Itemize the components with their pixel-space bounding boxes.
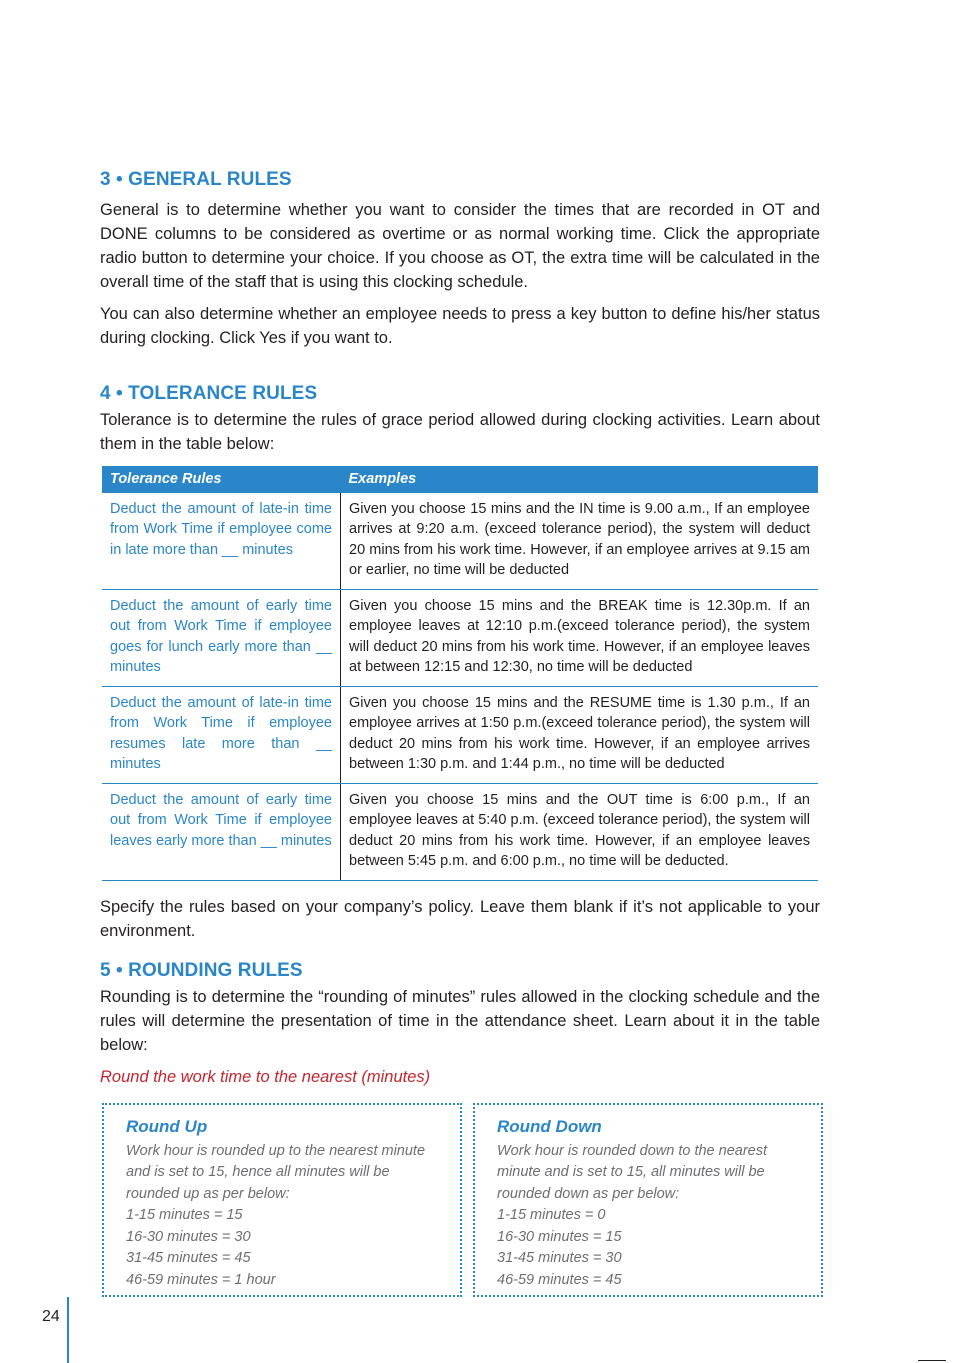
general-rules-paragraph-2: You can also determine whether an employee needs to press a key button to define his/her status during clocking. Click Yes if you want to. (100, 305, 820, 347)
round-up-line: 46-59 minutes = 1 hour (126, 1272, 276, 1289)
tolerance-rules-intro: Tolerance is to determine the rules of grace period allowed during clocking activities. Learn about them in the table below: (100, 411, 820, 453)
rule-cell: Deduct the amount of early time out from Work Time if employee goes for lunch early more than __ minutes (102, 589, 341, 686)
example-cell: Given you choose 15 mins and the BREAK time is 12.30p.m. If an employee leaves at 12:10 p.m.(exceed tolerance period), the system will deduct 20 mins from his work time. However, if an employee leaves at between 12:15 and 12:30, no time will be deducted (341, 589, 819, 686)
example-cell: Given you choose 15 mins and the RESUME time is 1.30 p.m., If an employee arrives at 1:50 p.m.(exceed tolerance period), the system will deduct 20 mins from his work time. However, if an employee arrives between 1:30 p.m. and 1:44 p.m., no time will be deducted (341, 686, 819, 783)
rounding-boxes (100, 1103, 820, 1303)
general-rules-paragraph-1: General is to determine whether you want to consider the times that are recorded in OT and DONE columns to be considered as overtime or as normal working time. Click the appropriate radio button to determine your choice. If you choose as OT, the extra time will be calculated in the overall time of the staff that is using this clocking schedule. (100, 201, 820, 291)
rule-cell: Deduct the amount of early time out from Work Time if employee leaves early more than __ minutes (102, 783, 341, 880)
table-row (102, 686, 818, 783)
example-cell: Given you choose 15 mins and the IN time is 9.00 a.m., If an employee arrives at 9:20 a.m. (exceed tolerance period), the system will deduct 20 mins from his work time. However, if an employee arrives at 9.15 am or earlier, no time will be deducted (341, 493, 819, 590)
rule-cell: Deduct the amount of late-in time from Work Time if employee come in late more than __ minutes (102, 493, 341, 590)
column-header-examples: Examples (341, 466, 819, 493)
round-down-line: 1-15 minutes = 0 (497, 1207, 606, 1224)
tolerance-rules-heading: 4 • TOLERANCE RULES (100, 383, 318, 404)
round-down-line: 46-59 minutes = 45 (497, 1272, 622, 1289)
tolerance-rules-table (102, 466, 818, 881)
round-up-title: Round Up (126, 1116, 208, 1136)
round-down-title: Round Down (497, 1116, 602, 1136)
corner-rule (918, 1360, 946, 1361)
general-rules-heading: 3 • GENERAL RULES (100, 169, 292, 190)
round-up-line: 1-15 minutes = 15 (126, 1207, 243, 1224)
table-row (102, 589, 818, 686)
round-up-line: 16-30 minutes = 30 (126, 1228, 251, 1245)
page-content (100, 166, 820, 1303)
rounding-rules-heading: 5 • ROUNDING RULES (100, 959, 303, 981)
round-down-line: 16-30 minutes = 15 (497, 1228, 622, 1245)
round-up-box (102, 1103, 462, 1297)
page-number: 24 (42, 1308, 60, 1325)
round-up-line: 31-45 minutes = 45 (126, 1250, 251, 1267)
rounding-rules-intro: Rounding is to determine the “rounding of minutes” rules allowed in the clocking schedule and the rules will determine the presentation of time in the attendance sheet. Learn about it in the table below: (100, 987, 820, 1054)
page-margin-bar (67, 1297, 69, 1363)
column-header-tolerance-rules: Tolerance Rules (102, 466, 341, 493)
table-row (102, 783, 818, 880)
round-down-box (473, 1103, 823, 1297)
table-header-row (102, 466, 818, 493)
tolerance-rules-note: Specify the rules based on your company’s policy. Leave them blank if it’s not applicable to your environment. (100, 897, 820, 940)
rounding-subtitle: Round the work time to the nearest (minutes) (100, 1067, 431, 1086)
round-down-description: Work hour is rounded down to the nearest minute and is set to 15, all minutes will be rounded down as per below: (497, 1142, 768, 1202)
table-row (102, 493, 818, 590)
example-cell: Given you choose 15 mins and the OUT time is 6:00 p.m., If an employee leaves at 5:40 p.m. (exceed tolerance period), the system will deduct 20 mins from his work time. However, if an employee leaves between 5:45 p.m. and 6:00 p.m., no time will be deducted. (341, 783, 819, 880)
round-up-description: Work hour is rounded up to the nearest minute and is set to 15, hence all minutes will be rounded up as per below: (126, 1142, 426, 1202)
rule-cell: Deduct the amount of late-in time from Work Time if employee resumes late more than __ minutes (102, 686, 341, 783)
round-down-line: 31-45 minutes = 30 (497, 1250, 622, 1267)
